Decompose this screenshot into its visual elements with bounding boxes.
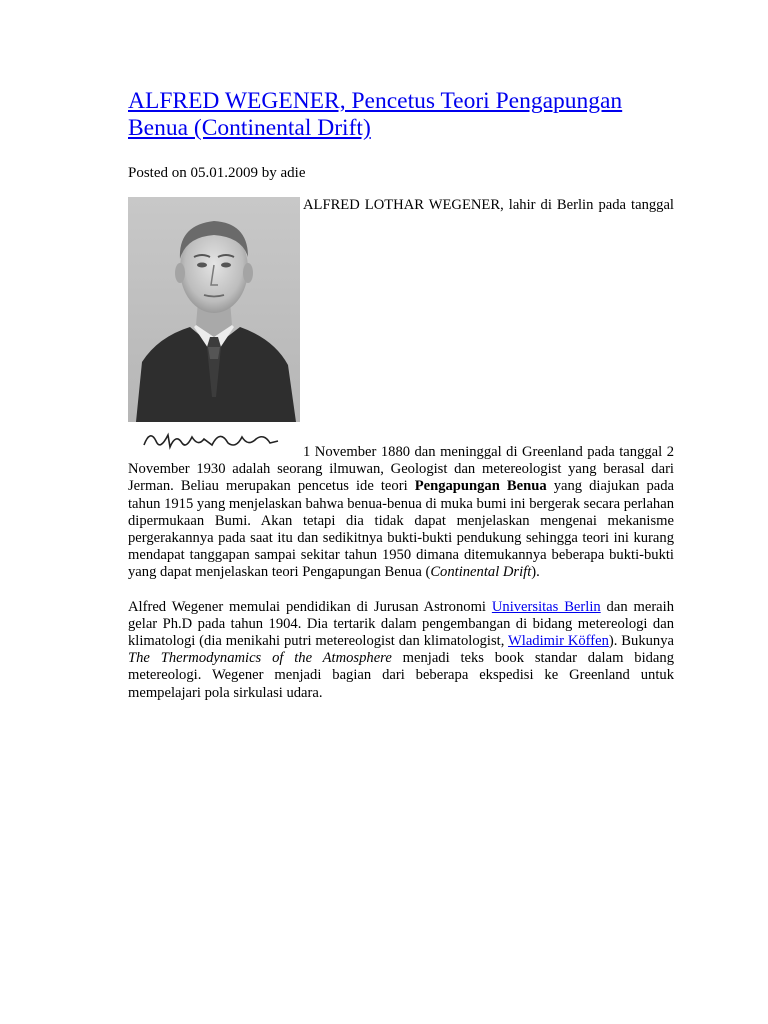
edu-text-3: ). Bukunya [608,633,674,650]
post-title [128,88,674,142]
post-author: adie [280,165,306,181]
post-body [128,197,674,702]
post-title-link[interactable]: ALFRED WEGENER, Pencetus Teori Pengapungan Benua (Continental Drift) [128,88,623,141]
intro-text-3: ). [531,564,540,581]
article [128,88,674,702]
intro-bold-term: Pengapungan Benua [414,478,547,495]
edu-text-2: dan meraih gelar Ph.D pada tahun 1904. Dia tertarik dalam pengembangan di bidang metereologi dan klimatologi (dia menikahi putri metereologist dan klimatologist, [128,598,675,650]
book-title: The Thermodynamics of the Atmosphere [128,650,392,667]
link-universitas-berlin[interactable]: Universitas Berlin [491,598,601,615]
portrait-image [128,197,300,458]
edu-text-1: Alfred Wegener memulai pendidikan di Jurusan Astronomi [128,598,492,615]
intro-text-1: ALFRED LOTHAR WEGENER, lahir di Berlin pada tanggal 1 November 1880 dan meninggal di Greenland pada tanggal 2 November 1930 adalah seorang ilmuwan, Geologist dan metereologist yang berasal dari Jerman. Beliau merupakan pencetus ide teori [128,197,674,495]
paragraph-education [128,599,674,702]
edu-text-4: menjadi teks book standar dalam bidang metereologi. Wegener menjadi bagian dari beberapa ekspedisi ke Greenland untuk mempelajari pola sirkulasi udara. [128,650,674,701]
portrait-photo [128,197,300,458]
post-meta [128,165,674,182]
intro-text-2: yang diajukan pada tahun 1915 yang menjelaskan bahwa benua-benua di muka bumi ini bergerak secara perlahan dipermukaan Bumi. Akan tetapi dia tidak dapat menjelaskan mengenai mekanisme pergerakannya pada saat itu dan sedikitnya bukti-bukti pendukung sehingga teori ini kurang mendapat tanggapan sampai sekitar tahun 1950 dimana ditemukannya beberapa bukti-bukti yang dapat menjelaskan teori Pengapungan Benua ( [128,478,674,581]
intro-italic-term: Continental Drift [430,564,532,581]
post-date: 05.01.2009 [190,165,259,181]
by-label: by [261,165,277,181]
posted-on-label: Posted on [128,165,187,181]
link-wladimir-koffen[interactable]: Wladimir Köffen [508,633,609,650]
